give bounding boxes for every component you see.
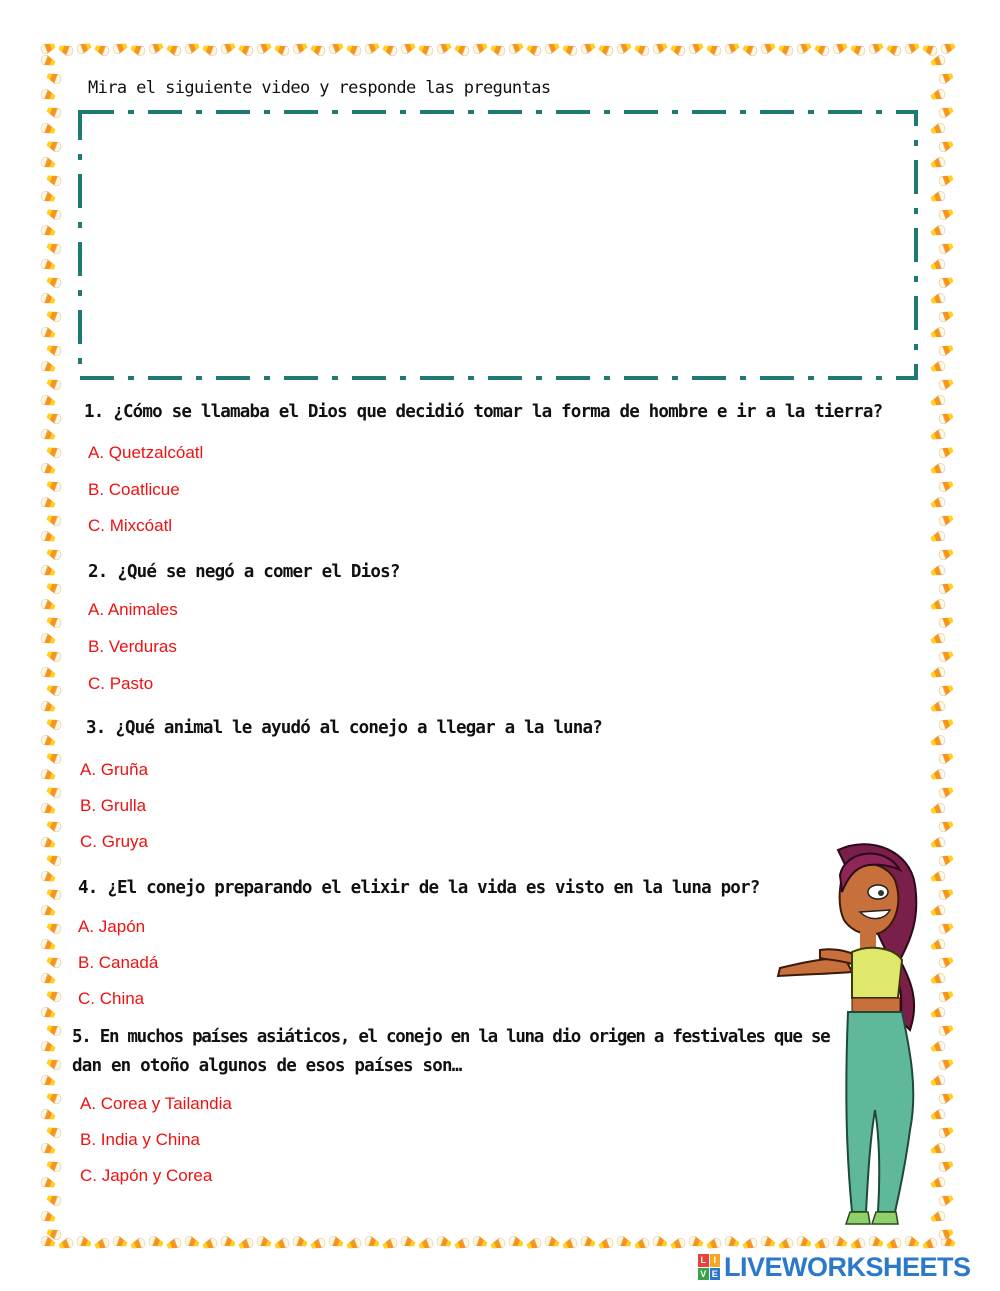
candy-corn-icon: [40, 89, 56, 101]
candy-corn-icon: [930, 769, 946, 781]
candy-corn-icon: [94, 44, 110, 56]
candy-corn-icon: [238, 1238, 254, 1250]
candy-corn-icon: [938, 548, 954, 560]
candy-corn-icon: [40, 429, 56, 441]
candy-corn-icon: [40, 837, 56, 849]
candy-corn-icon: [274, 44, 290, 56]
cartoon-character-illustration: [760, 840, 940, 1230]
candy-corn-icon: [472, 1236, 488, 1248]
candy-corn-icon: [76, 42, 92, 54]
candy-corn-icon: [938, 1058, 954, 1070]
candy-corn-icon: [670, 44, 686, 56]
candy-corn-icon: [562, 1238, 578, 1250]
liveworksheets-badge-icon: L I V E: [698, 1254, 720, 1280]
candy-corn-icon: [46, 650, 62, 662]
candy-corn-icon: [938, 174, 954, 186]
candy-corn-icon: [930, 803, 946, 815]
candy-corn-icon: [930, 735, 946, 747]
candy-corn-icon: [40, 157, 56, 169]
candy-corn-icon: [634, 44, 650, 56]
candy-corn-icon: [46, 786, 62, 798]
candy-corn-icon: [938, 72, 954, 84]
candy-corn-icon: [46, 582, 62, 594]
candy-corn-icon: [40, 259, 56, 271]
candy-corn-icon: [436, 42, 452, 54]
q2-option-c[interactable]: C. Pasto: [88, 674, 154, 693]
candy-corn-icon: [850, 44, 866, 56]
candy-corn-icon: [886, 44, 902, 56]
candy-corn-icon: [938, 242, 954, 254]
candy-corn-icon: [130, 1238, 146, 1250]
candy-corn-icon: [796, 42, 812, 54]
candy-corn-icon: [930, 429, 946, 441]
question-3: 3. ¿Qué animal le ayudó al conejo a llegar a la luna?: [86, 718, 603, 738]
candy-corn-icon: [40, 803, 56, 815]
candy-corn-icon: [40, 701, 56, 713]
q5-option-b[interactable]: B. India y China: [80, 1130, 201, 1149]
candy-corn-icon: [832, 1236, 848, 1248]
candy-corn-icon: [508, 42, 524, 54]
candy-corn-icon: [598, 44, 614, 56]
candy-corn-icon: [670, 1238, 686, 1250]
candy-corn-icon: [930, 633, 946, 645]
candy-corn-icon: [850, 1238, 866, 1250]
candy-corn-icon: [46, 1058, 62, 1070]
candy-corn-icon: [616, 42, 632, 54]
candy-corn-icon: [364, 1236, 380, 1248]
candy-corn-icon: [796, 1236, 812, 1248]
candy-corn-icon: [364, 42, 380, 54]
candy-corn-icon: [46, 854, 62, 866]
candy-corn-icon: [346, 1238, 362, 1250]
candy-corn-icon: [40, 497, 56, 509]
candy-corn-icon: [40, 293, 56, 305]
candy-corn-icon: [40, 735, 56, 747]
candy-corn-icon: [526, 1238, 542, 1250]
candy-corn-icon: [580, 42, 596, 54]
candy-corn-icon: [688, 1236, 704, 1248]
candy-corn-icon: [40, 905, 56, 917]
candy-corn-icon: [46, 616, 62, 628]
candy-corn-icon: [40, 123, 56, 135]
candy-corn-icon: [454, 1238, 470, 1250]
candy-corn-icon: [46, 1126, 62, 1138]
candy-corn-icon: [46, 1228, 62, 1240]
candy-corn-icon: [930, 667, 946, 679]
candy-corn-icon: [40, 565, 56, 577]
question-1: 1. ¿Cómo se llamaba el Dios que decidió tomar la forma de hombre e ir a la tierra?: [84, 402, 883, 422]
candy-corn-icon: [220, 42, 236, 54]
q5-option-a[interactable]: A. Corea y Tailandia: [80, 1094, 232, 1113]
candy-corn-icon: [166, 1238, 182, 1250]
question-5-line-1: 5. En muchos países asiáticos, el conejo en la luna dio origen a festivales que se: [72, 1027, 830, 1047]
candy-corn-icon: [778, 1238, 794, 1250]
candy-corn-icon: [814, 44, 830, 56]
candy-corn-icon: [938, 752, 954, 764]
candy-corn-icon: [40, 1211, 56, 1223]
question-4: 4. ¿El conejo preparando el elixir de la vida es visto en la luna por?: [78, 878, 760, 898]
candy-corn-icon: [418, 44, 434, 56]
candy-corn-icon: [328, 42, 344, 54]
candy-corn-icon: [886, 1238, 902, 1250]
candy-corn-icon: [938, 1160, 954, 1172]
candy-corn-icon: [930, 463, 946, 475]
candy-corn-icon: [904, 1236, 920, 1248]
candy-corn-icon: [832, 42, 848, 54]
q3-option-a[interactable]: A. Gruña: [80, 760, 149, 779]
candy-corn-icon: [40, 531, 56, 543]
candy-corn-icon: [930, 293, 946, 305]
candy-corn-icon: [46, 1092, 62, 1104]
candy-corn-icon: [46, 242, 62, 254]
candy-corn-icon: [938, 888, 954, 900]
candy-corn-icon: [938, 718, 954, 730]
candy-corn-icon: [930, 123, 946, 135]
candy-corn-icon: [938, 446, 954, 458]
candy-corn-icon: [46, 514, 62, 526]
candy-corn-icon: [930, 701, 946, 713]
instruction-text: Mira el siguiente video y responde las preguntas: [88, 78, 551, 98]
candy-corn-icon: [938, 956, 954, 968]
candy-corn-icon: [930, 565, 946, 577]
candy-corn-icon: [706, 44, 722, 56]
candy-corn-icon: [706, 1238, 722, 1250]
candy-corn-icon: [760, 1236, 776, 1248]
candy-corn-icon: [46, 344, 62, 356]
candy-corn-icon: [112, 42, 128, 54]
candy-corn-icon: [46, 378, 62, 390]
q1-option-c[interactable]: C. Mixcóatl: [88, 516, 173, 535]
candy-corn-icon: [938, 616, 954, 628]
q4-option-a[interactable]: A. Japón: [78, 917, 146, 936]
q2-option-b[interactable]: B. Verduras: [88, 637, 177, 656]
candy-corn-icon: [238, 44, 254, 56]
candy-corn-icon: [148, 42, 164, 54]
candy-corn-icon: [930, 395, 946, 407]
candy-corn-icon: [256, 42, 272, 54]
liveworksheets-logo[interactable]: [698, 1252, 971, 1282]
candy-corn-icon: [40, 225, 56, 237]
candy-corn-icon: [938, 1228, 954, 1240]
candy-corn-icon: [652, 42, 668, 54]
candy-corn-icon: [46, 72, 62, 84]
candy-corn-icon: [46, 684, 62, 696]
q2-option-a[interactable]: A. Animales: [88, 600, 178, 619]
candy-corn-icon: [40, 395, 56, 407]
candy-corn-icon: [40, 1109, 56, 1121]
candy-corn-icon: [544, 42, 560, 54]
candy-corn-icon: [40, 599, 56, 611]
candy-corn-icon: [382, 44, 398, 56]
candy-corn-icon: [46, 276, 62, 288]
candy-corn-icon: [930, 89, 946, 101]
candy-corn-icon: [94, 1238, 110, 1250]
candy-corn-icon: [46, 412, 62, 424]
candy-corn-icon: [292, 1236, 308, 1248]
candy-corn-icon: [40, 463, 56, 475]
candy-corn-icon: [940, 42, 956, 54]
candy-corn-icon: [598, 1238, 614, 1250]
candy-corn-icon: [938, 786, 954, 798]
candy-corn-icon: [938, 650, 954, 662]
candy-corn-icon: [814, 1238, 830, 1250]
candy-corn-icon: [634, 1238, 650, 1250]
candy-corn-icon: [938, 140, 954, 152]
q5-option-c[interactable]: C. Japón y Corea: [80, 1166, 213, 1185]
dashed-frame: [78, 110, 918, 380]
candy-corn-icon: [46, 888, 62, 900]
candy-corn-icon: [46, 1194, 62, 1206]
candy-corn-border-left: [38, 55, 62, 1240]
q4-option-c[interactable]: C. China: [78, 989, 145, 1008]
candy-corn-icon: [148, 1236, 164, 1248]
question-5-line-2: dan en otoño algunos de esos países son…: [72, 1056, 462, 1076]
candy-corn-icon: [938, 276, 954, 288]
candy-corn-icon: [310, 44, 326, 56]
candy-corn-icon: [930, 191, 946, 203]
candy-corn-icon: [40, 361, 56, 373]
candy-corn-icon: [40, 42, 56, 54]
candy-corn-icon: [40, 55, 56, 67]
candy-corn-icon: [930, 327, 946, 339]
candy-corn-icon: [562, 44, 578, 56]
candy-corn-icon: [938, 514, 954, 526]
candy-corn-icon: [930, 157, 946, 169]
candy-corn-icon: [938, 412, 954, 424]
candy-corn-icon: [938, 820, 954, 832]
candy-corn-icon: [46, 174, 62, 186]
candy-corn-icon: [418, 1238, 434, 1250]
candy-corn-icon: [220, 1236, 236, 1248]
candy-corn-icon: [46, 106, 62, 118]
candy-corn-icon: [400, 1236, 416, 1248]
candy-corn-icon: [454, 44, 470, 56]
candy-corn-icon: [490, 1238, 506, 1250]
question-2: 2. ¿Qué se negó a comer el Dios?: [88, 562, 400, 582]
candy-corn-icon: [490, 44, 506, 56]
candy-corn-border-top: [40, 40, 960, 58]
candy-corn-icon: [868, 1236, 884, 1248]
candy-corn-icon: [202, 1238, 218, 1250]
candy-corn-icon: [328, 1236, 344, 1248]
candy-corn-icon: [938, 480, 954, 492]
candy-corn-icon: [472, 42, 488, 54]
candy-corn-icon: [40, 667, 56, 679]
candy-corn-icon: [184, 1236, 200, 1248]
candy-corn-icon: [930, 497, 946, 509]
candy-corn-icon: [184, 42, 200, 54]
candy-corn-icon: [526, 44, 542, 56]
candy-corn-icon: [130, 44, 146, 56]
candy-corn-icon: [46, 310, 62, 322]
candy-corn-icon: [346, 44, 362, 56]
q3-option-b[interactable]: B. Grulla: [80, 796, 147, 815]
candy-corn-icon: [938, 1126, 954, 1138]
liveworksheets-wordmark: LIVEWORKSHEETS: [724, 1251, 971, 1282]
candy-corn-icon: [930, 599, 946, 611]
candy-corn-icon: [46, 956, 62, 968]
candy-corn-icon: [112, 1236, 128, 1248]
candy-corn-icon: [760, 42, 776, 54]
candy-corn-icon: [46, 718, 62, 730]
candy-corn-icon: [938, 1092, 954, 1104]
candy-corn-icon: [40, 769, 56, 781]
candy-corn-icon: [930, 531, 946, 543]
candy-corn-icon: [742, 44, 758, 56]
candy-corn-icon: [40, 939, 56, 951]
candy-corn-icon: [616, 1236, 632, 1248]
candy-corn-icon: [400, 42, 416, 54]
candy-corn-icon: [76, 1236, 92, 1248]
candy-corn-icon: [46, 922, 62, 934]
candy-corn-icon: [904, 42, 920, 54]
candy-corn-icon: [938, 1024, 954, 1036]
candy-corn-icon: [46, 548, 62, 560]
candy-corn-icon: [436, 1236, 452, 1248]
candy-corn-icon: [688, 42, 704, 54]
candy-corn-icon: [938, 106, 954, 118]
candy-corn-icon: [930, 55, 946, 67]
candy-corn-icon: [930, 361, 946, 373]
candy-corn-icon: [40, 1041, 56, 1053]
candy-corn-icon: [40, 191, 56, 203]
candy-corn-icon: [40, 1143, 56, 1155]
candy-corn-icon: [652, 1236, 668, 1248]
candy-corn-icon: [46, 140, 62, 152]
candy-corn-icon: [166, 44, 182, 56]
q4-option-b[interactable]: B. Canadá: [78, 953, 159, 972]
candy-corn-icon: [46, 446, 62, 458]
candy-corn-icon: [292, 42, 308, 54]
candy-corn-icon: [938, 922, 954, 934]
candy-corn-icon: [938, 344, 954, 356]
candy-corn-icon: [724, 42, 740, 54]
candy-corn-icon: [508, 1236, 524, 1248]
candy-corn-icon: [938, 208, 954, 220]
candy-corn-icon: [868, 42, 884, 54]
candy-corn-icon: [938, 854, 954, 866]
candy-corn-icon: [40, 633, 56, 645]
candy-corn-icon: [930, 259, 946, 271]
q1-option-b[interactable]: B. Coatlicue: [88, 480, 180, 499]
candy-corn-icon: [40, 1177, 56, 1189]
candy-corn-icon: [274, 1238, 290, 1250]
candy-corn-icon: [40, 871, 56, 883]
candy-corn-icon: [938, 378, 954, 390]
candy-corn-icon: [46, 752, 62, 764]
candy-corn-icon: [46, 1160, 62, 1172]
candy-corn-icon: [938, 990, 954, 1002]
candy-corn-icon: [580, 1236, 596, 1248]
q1-option-a[interactable]: A. Quetzalcóatl: [88, 443, 204, 462]
candy-corn-icon: [938, 310, 954, 322]
candy-corn-icon: [46, 480, 62, 492]
candy-corn-icon: [382, 1238, 398, 1250]
candy-corn-icon: [46, 1024, 62, 1036]
candy-corn-icon: [40, 1075, 56, 1087]
candy-corn-icon: [40, 327, 56, 339]
candy-corn-icon: [310, 1238, 326, 1250]
candy-corn-icon: [778, 44, 794, 56]
candy-corn-icon: [930, 225, 946, 237]
q3-option-c[interactable]: C. Gruya: [80, 832, 149, 851]
candy-corn-icon: [938, 582, 954, 594]
candy-corn-icon: [46, 990, 62, 1002]
candy-corn-icon: [256, 1236, 272, 1248]
candy-corn-icon: [938, 684, 954, 696]
candy-corn-icon: [46, 820, 62, 832]
video-placeholder[interactable]: [78, 110, 918, 380]
candy-corn-icon: [938, 1194, 954, 1206]
candy-corn-icon: [40, 973, 56, 985]
candy-corn-icon: [724, 1236, 740, 1248]
candy-corn-icon: [202, 44, 218, 56]
candy-corn-icon: [40, 1007, 56, 1019]
candy-corn-icon: [742, 1238, 758, 1250]
candy-corn-icon: [46, 208, 62, 220]
candy-corn-icon: [544, 1236, 560, 1248]
